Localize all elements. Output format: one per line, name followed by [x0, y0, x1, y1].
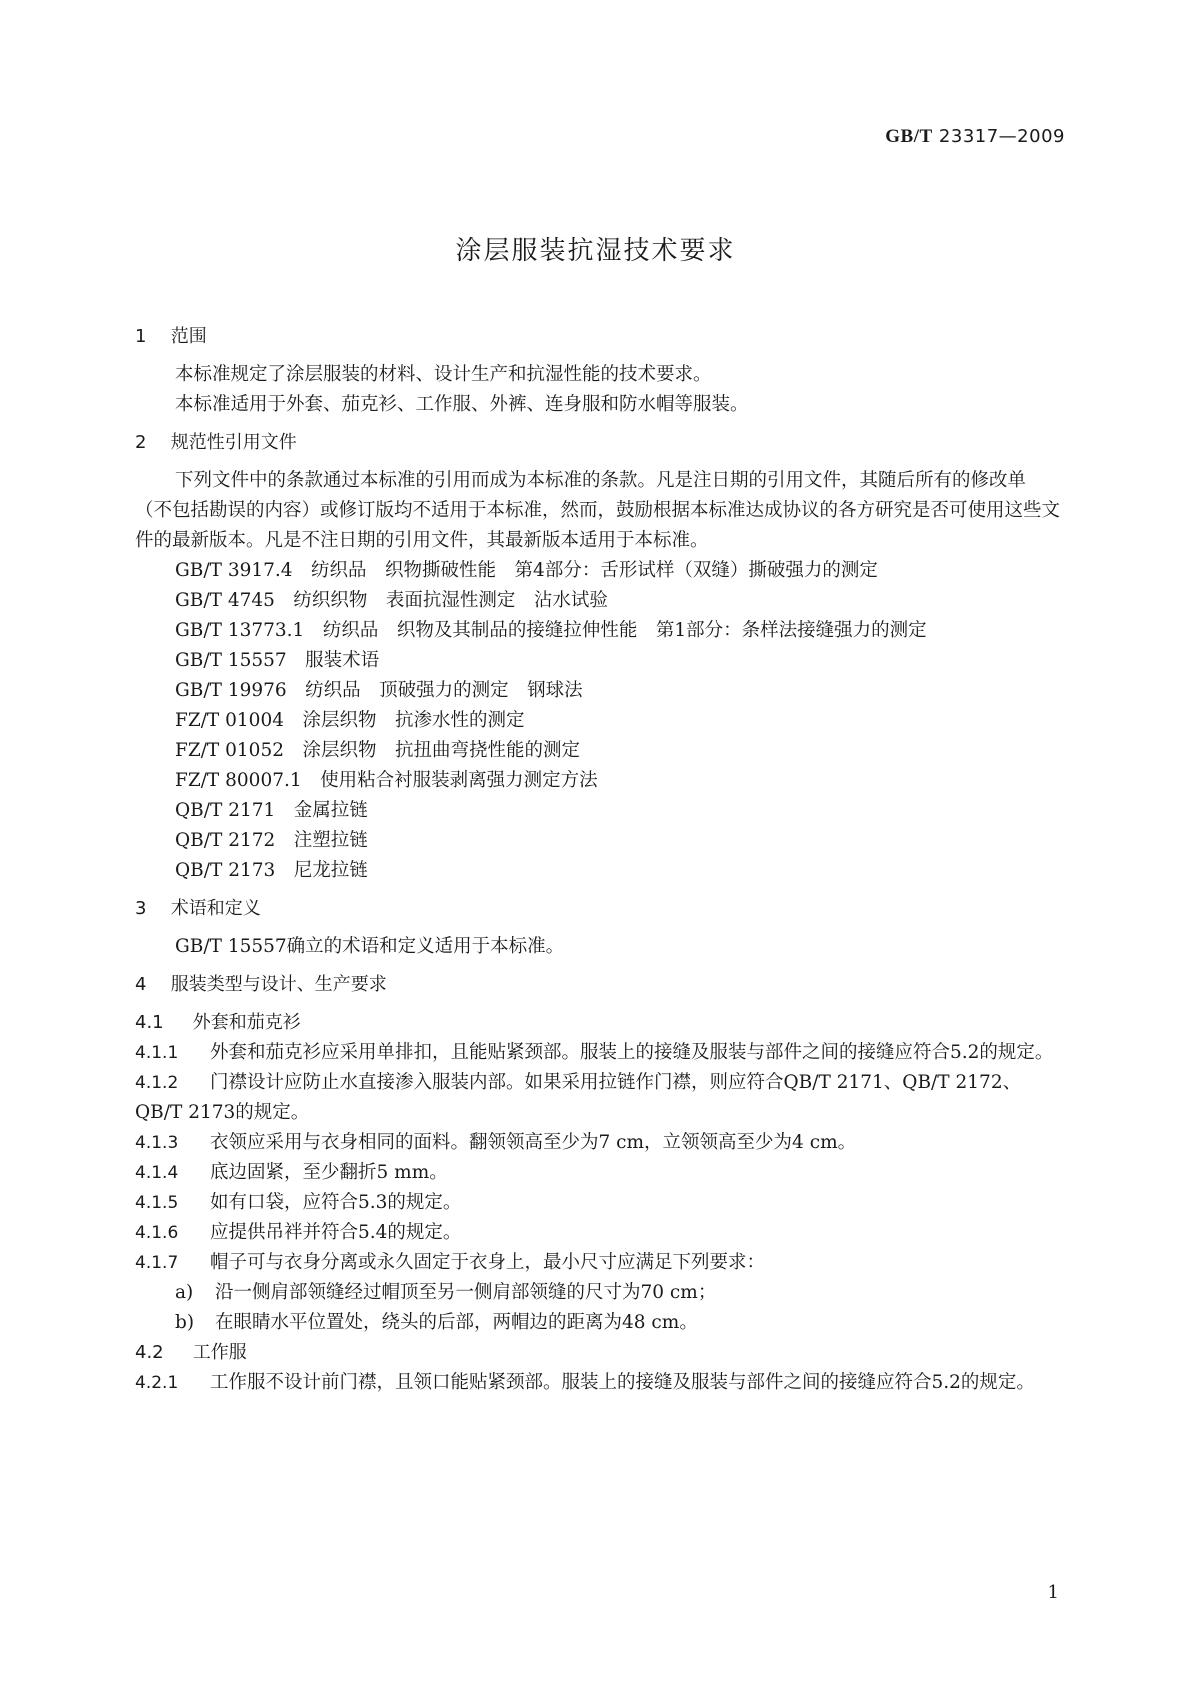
section-title: 术语和定义	[170, 898, 261, 919]
subsection-number: 4.1	[135, 1012, 164, 1033]
clause-number: 4.1.6	[135, 1223, 179, 1243]
clause	[135, 1368, 1060, 1398]
paragraph: 下列文件中的条款通过本标准的引用而成为本标准的条款。凡是注日期的引用文件，其随后所有的修改单（不包括勘误的内容）或修订版均不适用于本标准，然而，鼓励根据本标准达成协议的各方研究是否可使用这些文件的最新版本。凡是不注日期的引用文件，其最新版本适用于本标准。	[135, 470, 1061, 551]
list-marker: b)	[175, 1312, 195, 1333]
section-number: 1	[135, 326, 147, 347]
clause	[135, 1038, 1060, 1068]
list-item	[135, 1308, 1060, 1338]
list-text: 沿一侧肩部领缝经过帽顶至另一侧肩部领缝的尺寸为70 cm；	[215, 1282, 717, 1303]
clause-text: 工作服不设计前门襟，且领口能贴紧颈部。服装上的接缝及服装与部件之间的接缝应符合5.2的规定。	[210, 1372, 1035, 1393]
standard-number: 23317—2009	[938, 126, 1065, 147]
subsection-number: 4.2	[135, 1342, 164, 1363]
section-number: 2	[135, 432, 147, 453]
subsection-4-1-heading	[135, 1008, 1060, 1038]
paragraph: 本标准适用于外套、茄克衫、工作服、外裤、连身服和防水帽等服装。	[175, 394, 749, 415]
clause-number: 4.1.3	[135, 1133, 179, 1153]
clause	[135, 1248, 1060, 1278]
clause-text: 应提供吊袢并符合5.4的规定。	[210, 1222, 462, 1243]
clause-text: 底边固紧，至少翻折5 mm。	[210, 1162, 448, 1183]
section-3-heading	[135, 894, 1060, 924]
list-text: 在眼睛水平位置处，绕头的后部，两帽边的距离为48 cm。	[215, 1312, 698, 1333]
clause-text: 外套和茄克衫应采用单排扣，且能贴紧颈部。服装上的接缝及服装与部件之间的接缝应符合5.2的规定。	[210, 1042, 1054, 1063]
clause-number: 4.1.5	[135, 1193, 179, 1213]
page-number: 1	[1047, 1582, 1059, 1603]
clause-text: 衣领应采用与衣身相同的面料。翻领领高至少为7 cm，立领领高至少为4 cm。	[210, 1132, 857, 1153]
reference-item: GB/T 15557 服装术语	[175, 650, 380, 671]
clause-number: 4.1.1	[135, 1043, 179, 1063]
clause-number: 4.1.7	[135, 1253, 179, 1273]
reference-item: FZ/T 80007.1 使用粘合衬服装剥离强力测定方法	[175, 770, 598, 791]
reference-item: GB/T 13773.1 纺织品 织物及其制品的接缝拉伸性能 第1部分：条样法接缝强力的测定	[175, 620, 927, 641]
clause-number: 4.1.2	[135, 1073, 179, 1093]
reference-item: QB/T 2172 注塑拉链	[175, 830, 368, 851]
clause-number: 4.1.4	[135, 1163, 179, 1183]
section-number: 4	[135, 974, 147, 995]
section-2-heading	[135, 428, 1060, 458]
clause	[135, 1068, 1060, 1128]
reference-item: QB/T 2171 金属拉链	[175, 800, 368, 821]
clause-number: 4.2.1	[135, 1373, 179, 1393]
section-title: 服装类型与设计、生产要求	[170, 974, 387, 995]
reference-item: QB/T 2173 尼龙拉链	[175, 860, 368, 881]
paragraph: 本标准规定了涂层服装的材料、设计生产和抗湿性能的技术要求。	[175, 364, 712, 385]
clause	[135, 1218, 1060, 1248]
section-title: 范围	[170, 326, 207, 347]
clause-text: 门襟设计应防止水直接渗入服装内部。如果采用拉链作门襟，则应符合QB/T 2171、QB/T 2172、QB/T 2173的规定。	[135, 1072, 1022, 1123]
subsection-title: 工作服	[192, 1342, 247, 1363]
subsection-4-2-heading	[135, 1338, 1060, 1368]
clause-text: 帽子可与衣身分离或永久固定于衣身上，最小尺寸应满足下列要求：	[210, 1252, 766, 1273]
clause	[135, 1188, 1060, 1218]
section-4-heading	[135, 970, 1060, 1000]
section-1-heading	[135, 322, 1060, 352]
reference-item: GB/T 19976 纺织品 顶破强力的测定 钢球法	[175, 680, 583, 701]
reference-item: GB/T 4745 纺织织物 表面抗湿性测定 沾水试验	[175, 590, 608, 611]
standard-prefix: GB/T	[885, 126, 933, 147]
section-number: 3	[135, 898, 147, 919]
reference-item: FZ/T 01004 涂层织物 抗渗水性的测定	[175, 710, 525, 731]
reference-item: FZ/T 01052 涂层织物 抗扭曲弯挠性能的测定	[175, 740, 580, 761]
list-item	[135, 1278, 1060, 1308]
subsection-title: 外套和茄克衫	[192, 1012, 301, 1033]
clause	[135, 1128, 1060, 1158]
section-title: 规范性引用文件	[170, 432, 297, 453]
document-title: 涂层服装抗湿技术要求	[455, 236, 736, 266]
reference-item: GB/T 3917.4 纺织品 织物撕破性能 第4部分：舌形试样（双缝）撕破强力的测定	[175, 560, 878, 581]
document-body	[135, 322, 1060, 1398]
list-marker: a)	[175, 1282, 194, 1303]
standard-code	[885, 126, 1065, 148]
clause	[135, 1158, 1060, 1188]
clause-text: 如有口袋，应符合5.3的规定。	[210, 1192, 462, 1213]
paragraph: GB/T 15557确立的术语和定义适用于本标准。	[175, 936, 565, 957]
